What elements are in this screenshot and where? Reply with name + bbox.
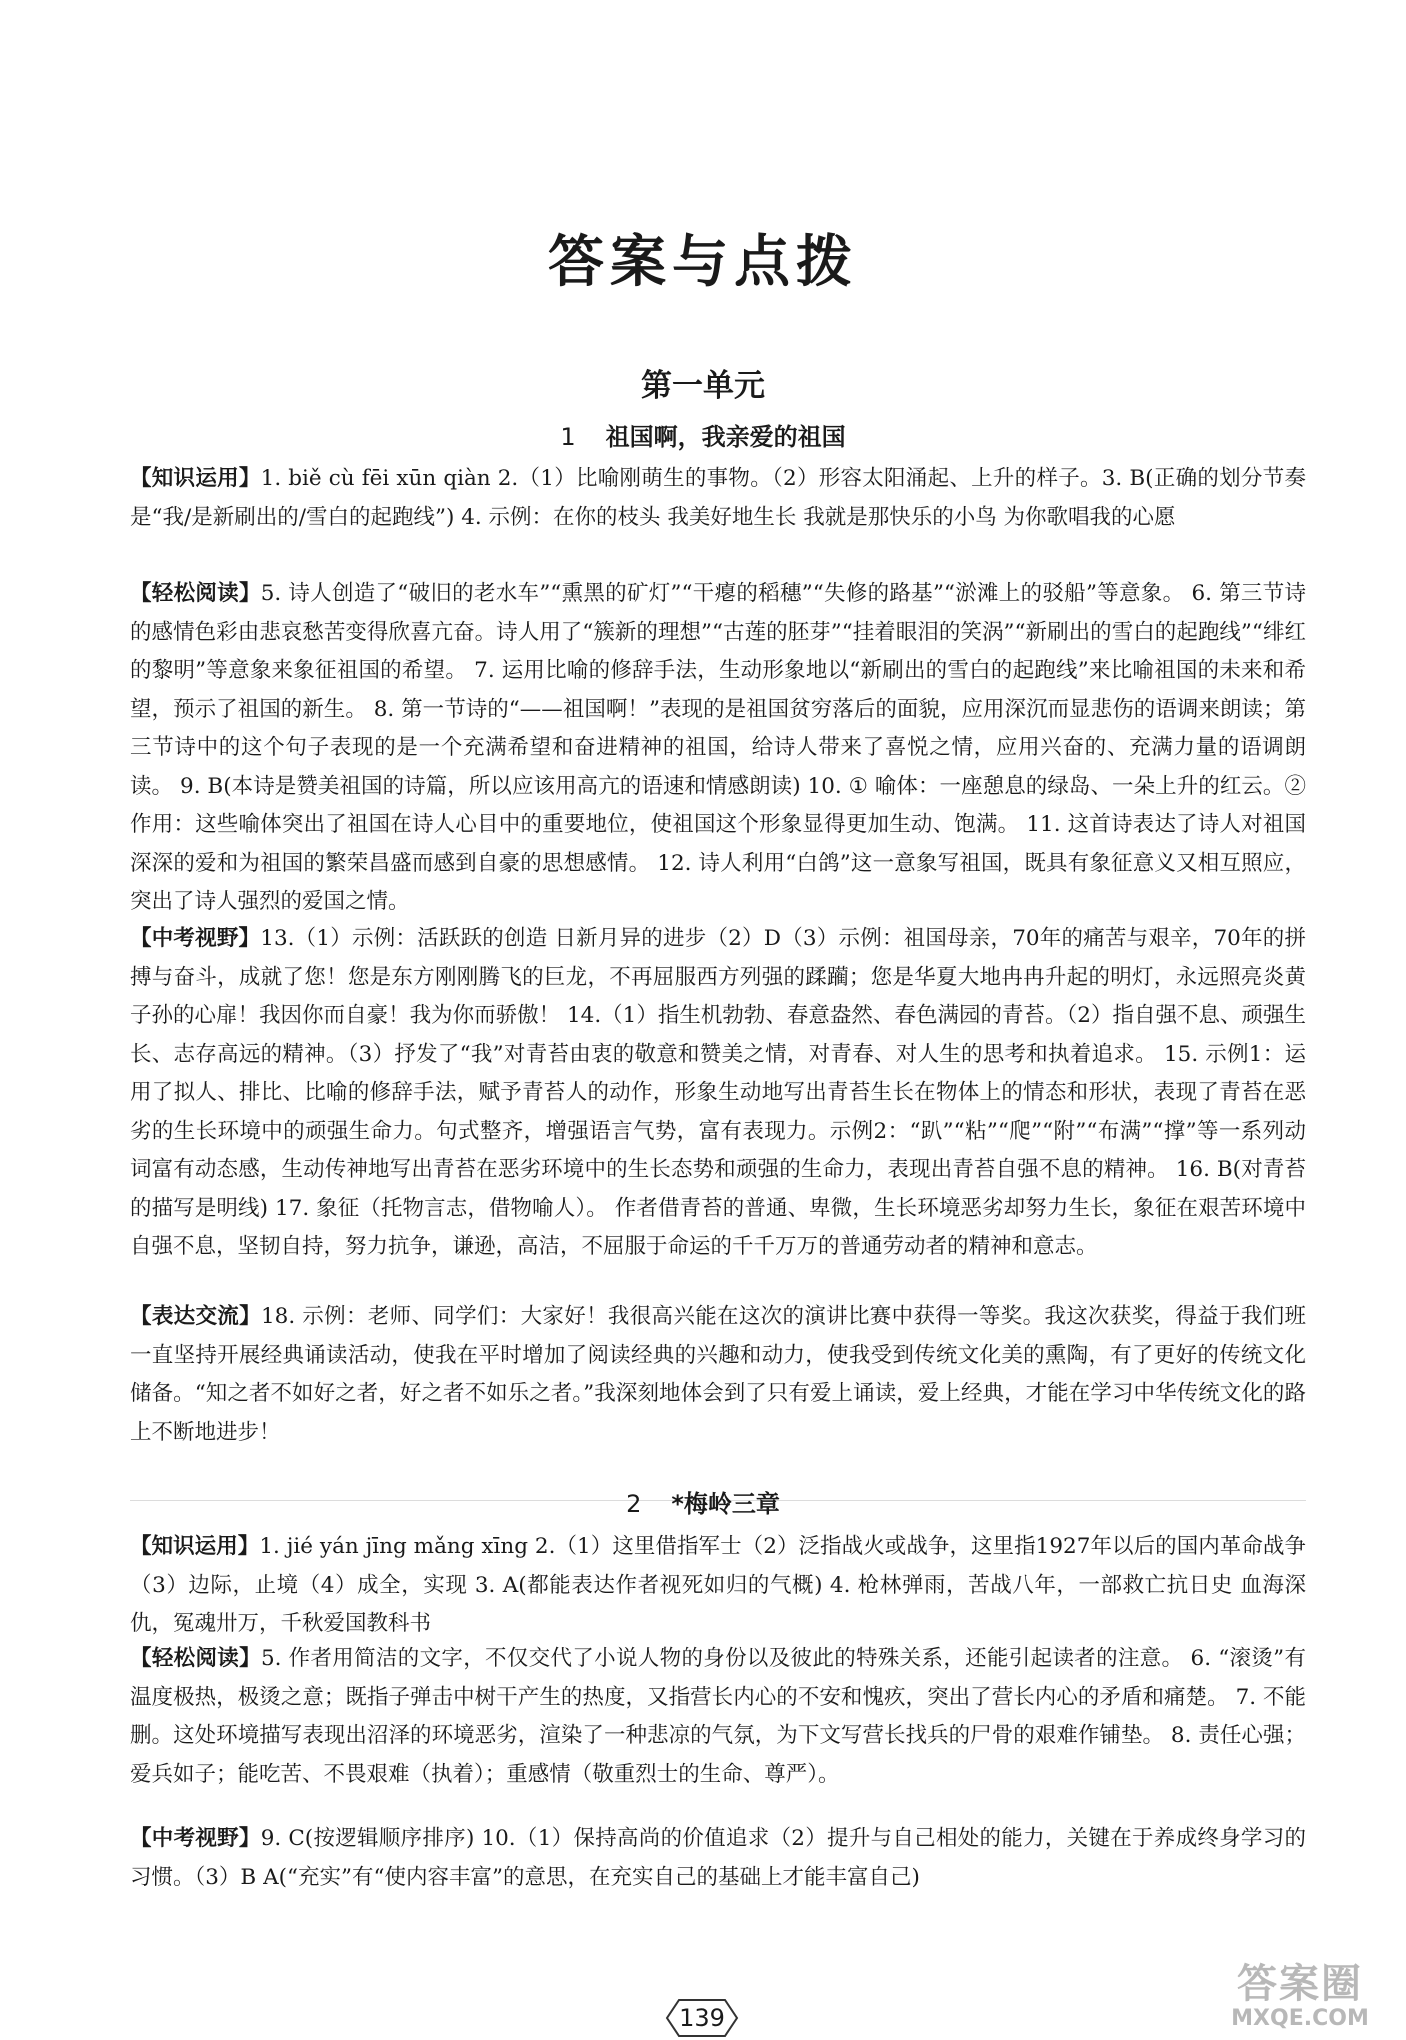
- section-text: 9. C(按逻辑顺序排序) 10.（1）保持高尚的价值追求（2）提升与自己相处的能力，关键在于养成终身学习的习惯。（3）B A(“充实”有“使内容丰富”的意思，在充实自己的基础上才能丰富自己): [130, 1826, 1306, 1890]
- section-label: 【中考视野】: [130, 1826, 261, 1851]
- watermark-logo: [1200, 1962, 1400, 2038]
- lesson-number: 1: [560, 423, 576, 451]
- l2-section-reading: [130, 1640, 1306, 1794]
- section-text: 5. 诗人创造了“破旧的老水车”“熏黑的矿灯”“干瘪的稻穗”“失修的路基”“淤滩上的驳船”等意象。 6. 第三节诗的感情色彩由悲哀愁苦变得欣喜亢奋。诗人用了“簇新的理想”“古莲的胚芽”“挂着眼泪的笑涡”“新刷出的雪白的起跑线”“绯红的黎明”等意象来象征祖国的希望。 7. 运用比喻的修辞手法，生动形象地以“新刷出的雪白的起跑线”来比喻祖国的未来和希望，预示了祖国的新生。 8. 第一节诗的“——祖国啊！”表现的是祖国贫穷落后的面貌，应用深沉而显悲伤的语调来朗读；第三节诗中的这个句子表现的是一个充满希望和奋进精神的祖国，给诗人带来了喜悦之情，应用兴奋的、充满力量的语调朗读。 9. B(本诗是赞美祖国的诗篇，所以应该用高亢的语速和情感朗读) 10. ① 喻体：一座憩息的绿岛、一朵上升的红云。② 作用：这些喻体突出了祖国在诗人心目中的重要地位，使祖国这个形象显得更加生动、饱满。 11. 这首诗表达了诗人对祖国深深的爱和为祖国的繁荣昌盛而感到自豪的思想感情。 12. 诗人利用“白鸽”这一意象写祖国，既具有象征意义又相互照应，突出了诗人强烈的爱国之情。: [130, 581, 1306, 914]
- unit-title: 第一单元: [641, 368, 765, 404]
- lesson-2-heading: [0, 1484, 1406, 1519]
- l2-section-knowledge: [130, 1528, 1306, 1644]
- section-label: 【表达交流】: [130, 1304, 261, 1329]
- l1-section-reading: [130, 575, 1306, 922]
- section-label: 【中考视野】: [130, 926, 261, 951]
- lesson-title: *梅岭三章: [671, 1490, 780, 1518]
- watermark-text: 答案圈: [1237, 1961, 1363, 2007]
- section-text: 13.（1）示例：活跃跃的创造 日新月异的进步（2）D（3）示例：祖国母亲，70年的痛苦与艰辛，70年的拼搏与奋斗，成就了您！您是东方刚刚腾飞的巨龙，不再屈服西方列强的蹂躏；您是华夏大地冉冉升起的明灯，永远照亮炎黄子孙的心扉！我因你而自豪！我为你而骄傲！ 14.（1）指生机勃勃、春意盎然、春色满园的青苔。（2）指自强不息、顽强生长、志存高远的精神。（3）抒发了“我”对青苔由衷的敬意和赞美之情，对青春、对人生的思考和执着追求。 15. 示例1：运用了拟人、排比、比喻的修辞手法，赋予青苔人的动作，形象生动地写出青苔生长在物体上的情态和形状，表现了青苔在恶劣的生长环境中的顽强生命力。句式整齐，增强语言气势，富有表现力。示例2：“趴”“粘”“爬”“附”“布满”“撑”等一系列动词富有动态感，生动传神地写出青苔在恶劣环境中的生长态势和顽强的生命力，表现出青苔自强不息的精神。 16. B(对青苔的描写是明线) 17. 象征（托物言志，借物喻人）。 作者借青苔的普通、卑微，生长环境恶劣却努力生长，象征在艰苦环境中自强不息，坚韧自持，努力抗争，谦逊，高洁，不屈服于命运的千千万万的普通劳动者的精神和意志。: [130, 926, 1306, 1259]
- page-number: 139: [679, 2004, 725, 2032]
- l1-section-exam: [130, 920, 1306, 1267]
- section-label: 【轻松阅读】: [130, 1646, 261, 1671]
- section-text: 18. 示例：老师、同学们：大家好！我很高兴能在这次的演讲比赛中获得一等奖。我这次获奖，得益于我们班一直坚持开展经典诵读活动，使我在平时增加了阅读经典的兴趣和动力，使我受到传统文化美的熏陶，有了更好的传统文化储备。“知之者不如好之者，好之者不如乐之者。”我深刻地体会到了只有爱上诵读，爱上经典，才能在学习中华传统文化的路上不断地进步！: [130, 1304, 1306, 1445]
- lesson-1-heading: [0, 417, 1406, 452]
- l2-section-exam: [130, 1820, 1306, 1897]
- section-label: 【知识运用】: [130, 1534, 260, 1559]
- lesson-number: 2: [626, 1490, 642, 1518]
- watermark-url: MXQE.COM: [1231, 2006, 1369, 2031]
- lesson-title: 祖国啊，我亲爱的祖国: [605, 423, 846, 451]
- section-text: 1. biě cù fēi xūn qiàn 2.（1）比喻刚萌生的事物。（2）形容太阳涌起、上升的样子。3. B(正确的划分节奏是“我/是新刷出的/雪白的起跑线”) 4. 示例：在你的枝头 我美好地生长 我就是那快乐的小鸟 为你歌唱我的心愿: [130, 466, 1306, 530]
- l1-section-knowledge: [130, 460, 1306, 537]
- l1-section-expression: [130, 1298, 1306, 1452]
- page-number-badge: [665, 1998, 739, 2038]
- section-text: 5. 作者用简洁的文字，不仅交代了小说人物的身份以及彼此的特殊关系，还能引起读者的注意。 6. “滚烫”有温度极热，极烫之意；既指子弹击中树干产生的热度，又指营长内心的不安和愧疚，突出了营长内心的矛盾和痛楚。 7. 不能删。这处环境描写表现出沼泽的环境恶劣，渲染了一种悲凉的气氛，为下文写营长找兵的尸骨的艰难作铺垫。 8. 责任心强；爱兵如子；能吃苦、不畏艰难（执着）；重感情（敬重烈士的生命、尊严）。: [130, 1646, 1306, 1787]
- section-text: 1. jié yán jīng mǎng xīng 2.（1）这里借指军士（2）泛指战火或战争，这里指1927年以后的国内革命战争（3）边际，止境（4）成全，实现 3. A(都能表达作者视死如归的气概) 4. 枪林弹雨，苦战八年，一部救亡抗日史 血海深仇，冤魂卅万，千秋爱国教科书: [130, 1534, 1306, 1636]
- section-label: 【轻松阅读】: [130, 581, 261, 606]
- section-label: 【知识运用】: [130, 466, 261, 491]
- page-title: 答案与点拨: [548, 230, 858, 295]
